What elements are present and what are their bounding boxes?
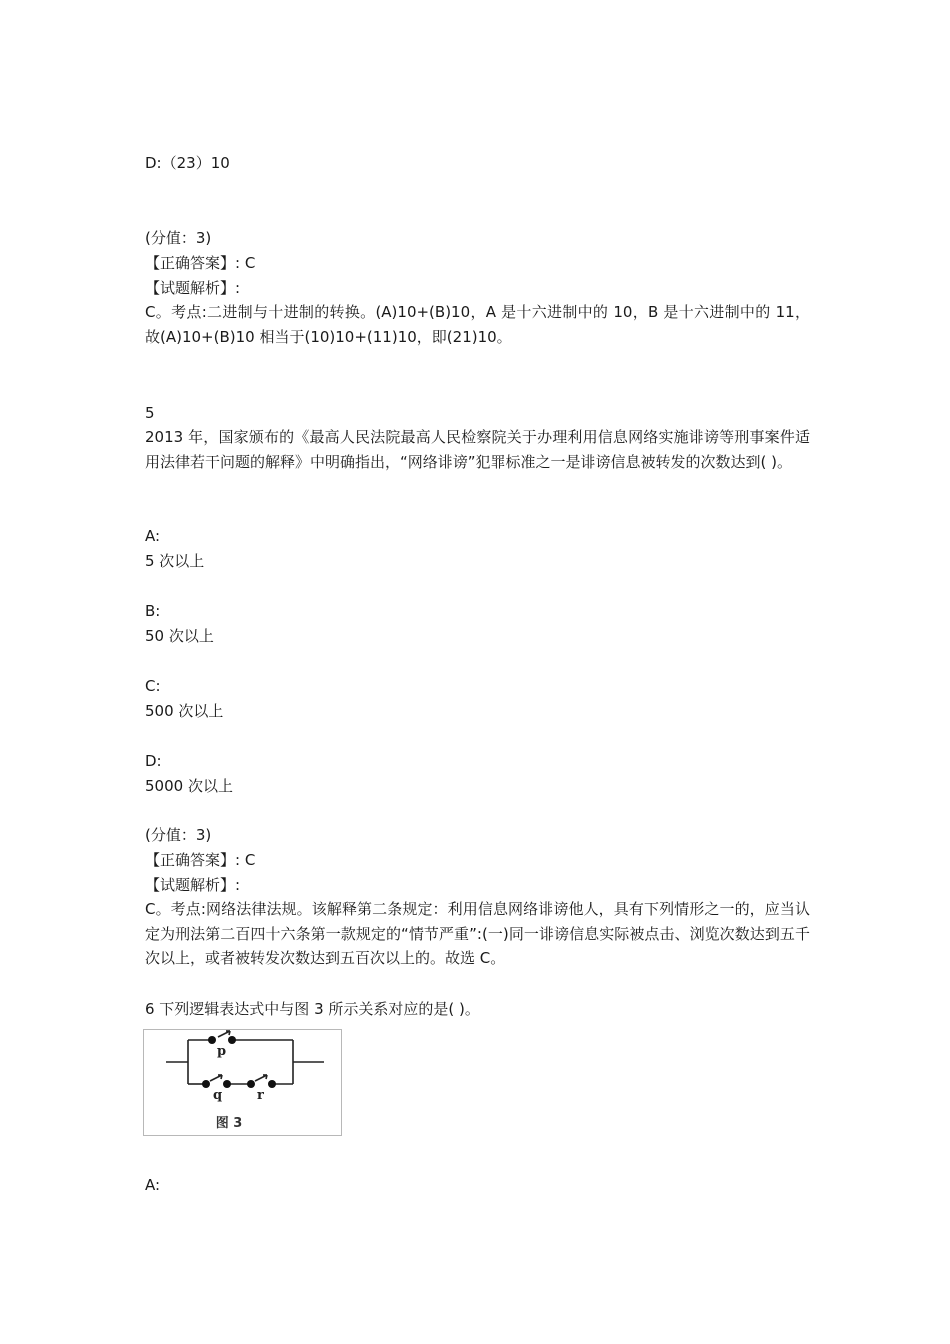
- switch-r-contact-right: [268, 1080, 276, 1088]
- q5-number: 5: [145, 404, 155, 422]
- q4-analysis: C。考点:二进制与十进制的转换。(A)10+(B)10，A 是十六进制中的 10，B 是十六进制中的 11，故(A)10+(B)10 相当于(10)10+(11)10，即(21)10。: [145, 303, 810, 346]
- q4-answer: 【正确答案】: C: [145, 254, 256, 272]
- q5-answer: 【正确答案】: C: [145, 851, 256, 869]
- q5-option-a-text: 5 次以上: [145, 552, 205, 570]
- switch-p-contact-left: [208, 1036, 216, 1044]
- q5-stem: 2013 年，国家颁布的《最高人民法院最高人民检察院关于办理利用信息网络实施诽谤等刑事案件适用法律若干问题的解释》中明确指出，“网络诽谤”犯罪标准之一是诽谤信息被转发的次数达到( )。: [145, 428, 810, 471]
- switch-q-contact-right: [223, 1080, 231, 1088]
- q5-option-c-text: 500 次以上: [145, 702, 224, 720]
- circuit-figure: [143, 1029, 342, 1136]
- q4-score: (分值：3): [145, 229, 212, 247]
- q4-option-d: D:（23）10: [145, 154, 230, 172]
- switch-q-label: q: [213, 1088, 223, 1103]
- q6-option-a-label: A:: [145, 1176, 161, 1194]
- figure-caption: 图 3: [215, 1116, 243, 1131]
- switch-p-label: p: [217, 1044, 227, 1059]
- q5-option-c-label: C:: [145, 677, 161, 695]
- q5-option-b-label: B:: [145, 602, 161, 620]
- q5-analysis: C。考点:网络法律法规。该解释第二条规定：利用信息网络诽谤他人，具有下列情形之一的，应当认定为刑法第二百四十六条第一款规定的“情节严重”:(一)同一诽谤信息实际被点击、浏览次数达到五千次以上，或者被转发次数达到五百次以上的。故选 C。: [145, 900, 810, 967]
- q6-stem: 6 下列逻辑表达式中与图 3 所示关系对应的是( )。: [145, 1000, 480, 1018]
- q5-option-d-label: D:: [145, 752, 162, 770]
- q5-option-b-text: 50 次以上: [145, 627, 214, 645]
- switch-q-contact-left: [202, 1080, 210, 1088]
- switch-r-label: r: [257, 1088, 264, 1103]
- q5-option-a-label: A:: [145, 527, 161, 545]
- q5-score: (分值：3): [145, 826, 212, 844]
- q5-analysis-label: 【试题解析】:: [145, 876, 241, 894]
- q4-analysis-label: 【试题解析】:: [145, 279, 241, 297]
- q5-option-d-text: 5000 次以上: [145, 777, 233, 795]
- switch-p-contact-right: [228, 1036, 236, 1044]
- switch-r-contact-left: [247, 1080, 255, 1088]
